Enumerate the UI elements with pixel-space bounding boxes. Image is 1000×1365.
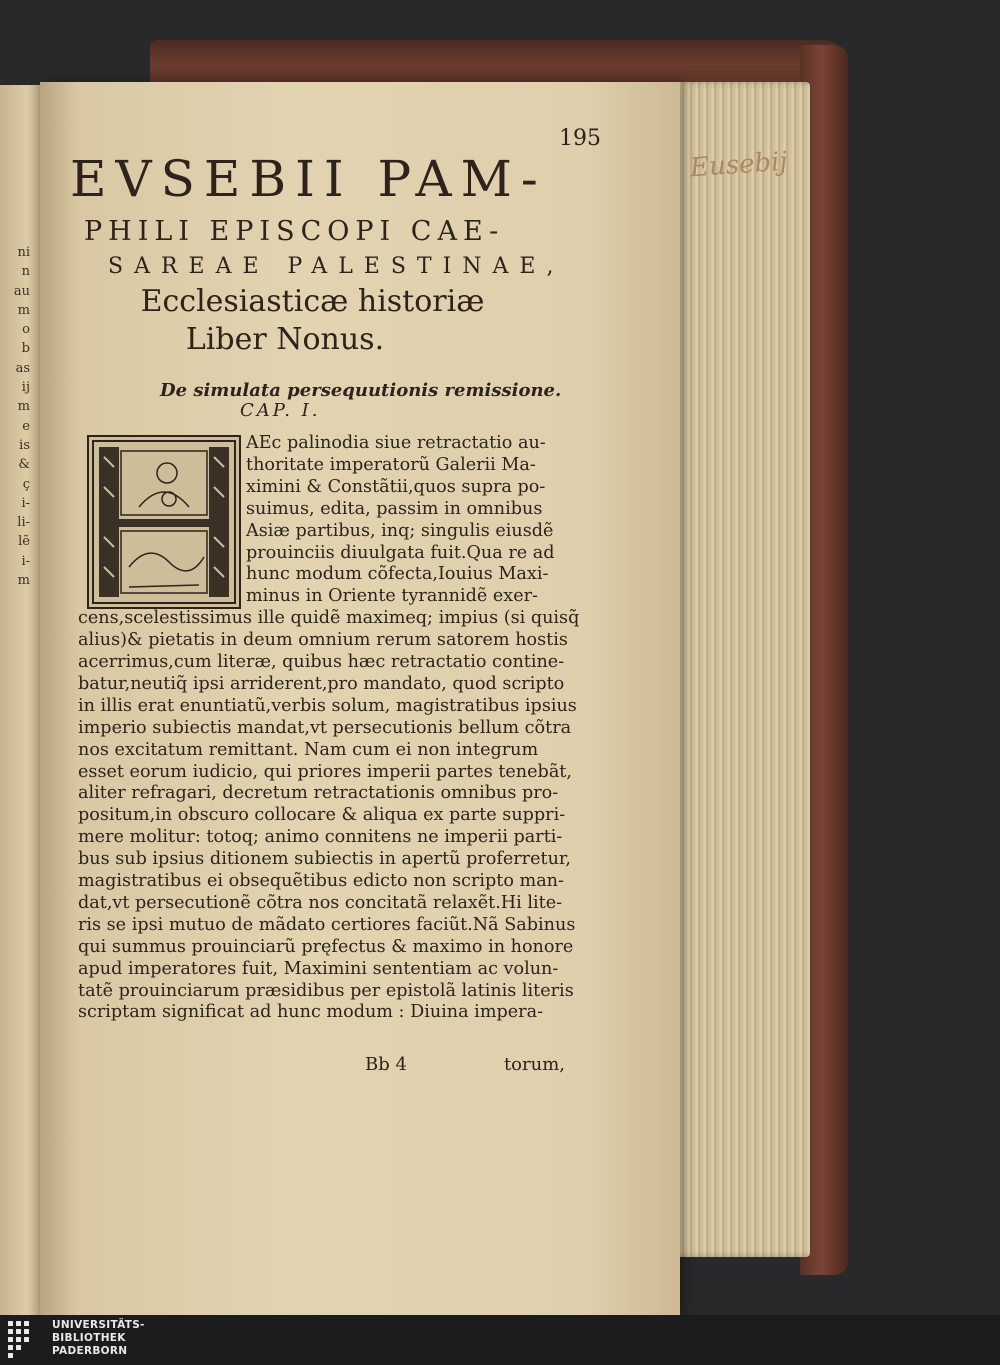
title-line-3: SAREAE PALESTINAE,	[108, 254, 565, 279]
chapter-heading: De simulata persequutionis remissione.	[160, 380, 562, 401]
fore-edge-inscription: Eusebij	[689, 146, 789, 184]
catchword: torum,	[503, 1054, 565, 1075]
text-line: minus in Oriente tyrannidẽ exer-	[246, 586, 538, 607]
title-line-1: EVSEBII PAM-	[70, 150, 547, 208]
text-line: aliter refragari, decretum retractationis omnibus pro-	[78, 783, 559, 804]
text-line: qui summus prouinciarũ pręfectus & maximo in honore	[78, 936, 574, 957]
title-line-4: Ecclesiasticæ historiæ	[140, 284, 485, 319]
left-page-fragment: o	[22, 322, 30, 338]
library-name-line: PADERBORN	[52, 1345, 128, 1357]
text-line: AEc palinodia siue retractatio au-	[246, 433, 546, 453]
text-line: esset eorum iudicio, qui priores imperii partes tenebãt,	[78, 761, 572, 782]
chapter-number: CAP. I.	[240, 400, 321, 421]
left-page-fragment: m	[17, 302, 30, 318]
left-page-fragment: m	[17, 399, 30, 415]
text-line: ris se ipsi mutuo de mãdato certiores faciũt.Nã Sabinus	[78, 914, 576, 935]
left-page	[0, 85, 45, 1315]
text-line: in illis erat enuntiatũ,verbis solum, magistratibus ipsius	[78, 695, 577, 716]
text-line: mere molitur: totoq; animo connitens ne imperii parti-	[78, 827, 563, 848]
signature-mark: Bb 4	[365, 1054, 407, 1075]
text-line: bus sub ipsius ditionem subiectis in apertũ proferretur,	[78, 849, 571, 870]
text-line: ximini & Constãtii,quos supra po-	[246, 476, 546, 497]
page-fore-edge	[670, 82, 810, 1257]
left-page-fragment: li-	[17, 515, 30, 531]
text-line: tatẽ prouinciarum præsidibus per epistolã latinis literis	[78, 980, 574, 1001]
text-line: hunc modum cõfecta,Iouius Maxi-	[246, 564, 549, 585]
left-page-fragment: ç	[22, 476, 30, 492]
library-footer	[0, 1315, 1000, 1365]
left-page-text-fragments	[0, 245, 30, 592]
left-page-fragment: is	[19, 437, 30, 453]
library-logo-icon	[8, 1321, 46, 1359]
text-line: cens,scelestissimus ille quidẽ maximeq; impius (si quisq̃	[78, 608, 580, 629]
text-line: imperio subiectis mandat,vt persecutionis bellum cõtra	[78, 717, 572, 738]
page-number: 195	[559, 126, 601, 151]
left-page-fragment: &	[18, 457, 30, 473]
left-page-fragment: i-	[21, 553, 30, 569]
text-line: suimus, edita, passim in omnibus	[246, 498, 543, 519]
library-name-line: BIBLIOTHEK	[52, 1332, 126, 1344]
left-page-fragment: ni	[17, 245, 30, 260]
left-page-fragment: au	[13, 283, 30, 299]
text-line: magistratibus ei obsequẽtibus edicto non scripto man-	[78, 871, 564, 891]
right-page	[40, 82, 680, 1315]
left-page-fragment: ij	[21, 380, 30, 396]
text-line: acerrimus,cum literæ, quibus hæc retractatio contine-	[78, 652, 565, 672]
left-page-fragment: m	[17, 573, 30, 589]
text-line: alius)& pietatis in deum omnium rerum satorem hostis	[78, 630, 568, 651]
text-line: thoritate imperatorũ Galerii Ma-	[246, 454, 536, 475]
library-name-line: UNIVERSITÄTS-	[52, 1319, 145, 1331]
text-line: Asiæ partibus, inq; singulis eiusdẽ	[246, 520, 554, 541]
woodcut-initial-h	[87, 435, 241, 609]
left-page-fragment: b	[21, 341, 30, 357]
text-line: prouinciis diuulgata fuit.Qua re ad	[246, 542, 555, 563]
text-line: nos excitatum remittant. Nam cum ei non integrum	[78, 739, 539, 760]
title-line-2: PHILI EPISCOPI CAE-	[84, 216, 505, 247]
left-page-fragment: i-	[21, 495, 30, 511]
text-line: batur,neutiq̃ ipsi arriderent,pro mandato, quod scripto	[78, 673, 565, 694]
text-line: apud imperatores fuit, Maximini sententiam ac volun-	[78, 958, 559, 979]
text-line: scriptam significat ad hunc modum : Diuina impera-	[78, 1002, 544, 1023]
text-line: dat,vt persecutionẽ cõtra nos concitatã relaxẽt.Hi lite-	[78, 892, 563, 913]
text-line: positum,in obscuro collocare & aliqua ex parte suppri-	[78, 805, 566, 826]
left-page-fragment: as	[15, 360, 30, 376]
left-page-fragment: lẽ	[18, 534, 30, 550]
left-page-fragment: e	[22, 418, 30, 434]
library-name	[52, 1319, 145, 1358]
title-line-5: Liber Nonus.	[185, 322, 385, 357]
left-page-fragment: n	[21, 264, 30, 280]
